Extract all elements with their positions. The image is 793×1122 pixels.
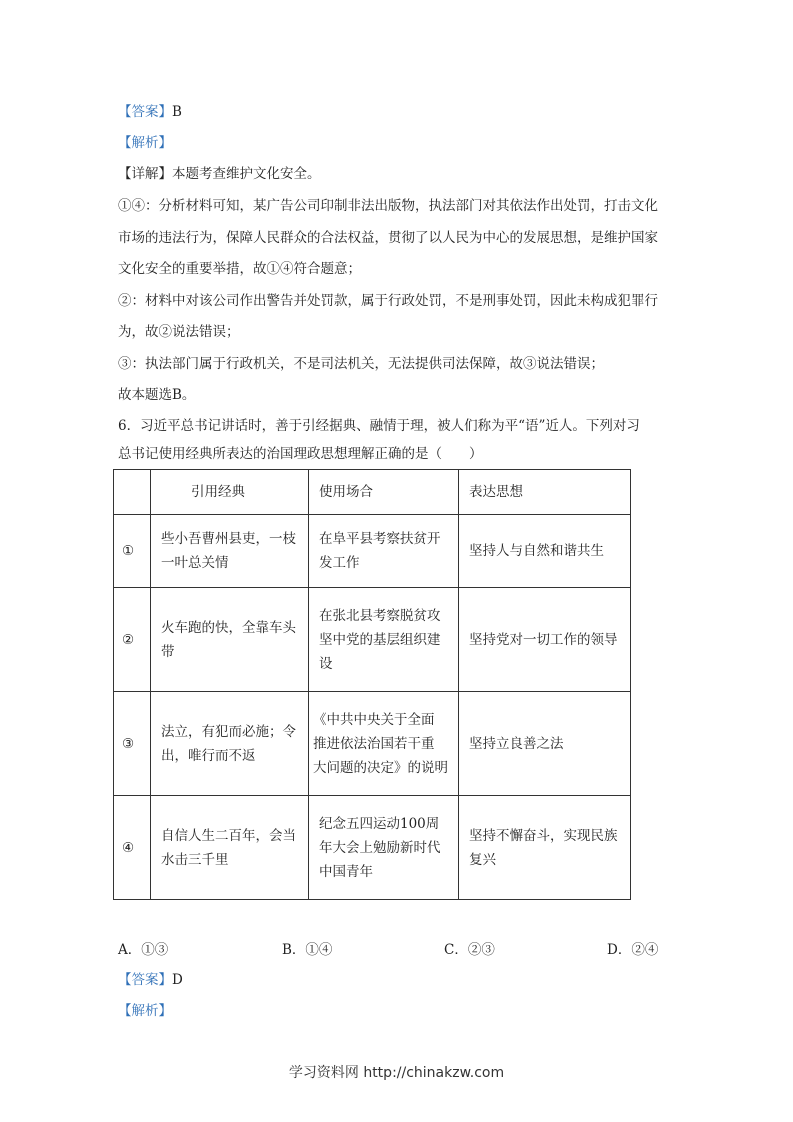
footer-watermark: 学习资料网 http://chinakzw.com [288,1065,505,1081]
answer-value: D [172,972,183,988]
quote-cell: 法立，有犯而必施；令 出，唯行而不返 [151,692,309,796]
table-header-row [114,470,631,515]
table-header-cell [114,470,151,515]
analysis-label-text: 【解析】 [118,1003,172,1019]
table-header-cell: 引用经典 [151,470,309,515]
analysis-label [118,133,172,153]
idea-cell: 坚持立良善之法 [459,692,631,796]
answer-line [118,102,182,122]
table-row [114,588,631,692]
question-line-1: 6．习近平总书记讲话时，善于引经据典、融情于理，被人们称为平“语”近人。下列对习 [118,418,640,434]
option-b: B．①④ [282,942,333,958]
detail-line [118,164,321,184]
question-line-2: 总书记使用经典所表达的治国理政思想理解正确的是（ ） [118,446,483,462]
quote-cell: 些小吾曹州县吏，一枝 一叶总关情 [151,515,309,588]
row-number: ④ [114,796,151,900]
option-c: C．②③ [444,942,495,958]
occasion-cell: 纪念五四运动100周 年大会上勉励新时代 中国青年 [309,796,459,900]
quote-cell: 火车跑的快，全靠车头 带 [151,588,309,692]
analysis-text-line-1: ①④：分析材料可知，某广告公司印制非法出版物，执法部门对其依法作出处罚，打击文化 [118,198,658,214]
analysis-text-line-4: ②：材料中对该公司作出警告并处罚款，属于行政处罚，不是刑事处罚，因此未构成犯罪行 [118,293,658,309]
analysis-label-text: 【解析】 [118,135,172,151]
table-row [114,515,631,588]
table-header-cell: 使用场合 [309,470,459,515]
row-number: ① [114,515,151,588]
analysis-text-line-7: 故本题选B。 [118,387,196,403]
option-d: D．②④ [607,942,659,958]
table-header-cell: 表达思想 [459,470,631,515]
option-a: A．①③ [118,942,169,958]
quote-cell: 自信人生二百年，会当 水击三千里 [151,796,309,900]
idea-cell: 坚持党对一切工作的领导 [459,588,631,692]
occasion-cell: 《中共中央关于全面 推进依法治国若干重 大问题的决定》的说明 [309,692,459,796]
answer-label: 【答案】 [118,104,172,120]
analysis-text-line-5: 为，故②说法错误； [118,324,240,340]
table-row [114,692,631,796]
row-number: ② [114,588,151,692]
occasion-cell: 在张北县考察脱贫攻 坚中党的基层组织建 设 [309,588,459,692]
answer-value: B [172,104,182,120]
idea-cell: 坚持不懈奋斗，实现民族 复兴 [459,796,631,900]
quote-table [113,469,631,900]
analysis-text-line-2: 市场的违法行为，保障人民群众的合法权益，贯彻了以人民为中心的发展思想，是维护国家 [118,230,658,246]
detail-label: 【详解】 [118,166,172,182]
idea-cell: 坚持人与自然和谐共生 [459,515,631,588]
detail-text: 本题考查维护文化安全。 [172,166,321,182]
table-row [114,796,631,900]
answer-line-2 [118,970,183,990]
row-number: ③ [114,692,151,796]
answer-label: 【答案】 [118,972,172,988]
occasion-cell: 在阜平县考察扶贫开 发工作 [309,515,459,588]
analysis-text-line-3: 文化安全的重要举措，故①④符合题意； [118,261,361,277]
analysis-label-2 [118,1001,172,1021]
analysis-text-line-6: ③：执法部门属于行政机关，不是司法机关，无法提供司法保障，故③说法错误； [118,356,604,372]
